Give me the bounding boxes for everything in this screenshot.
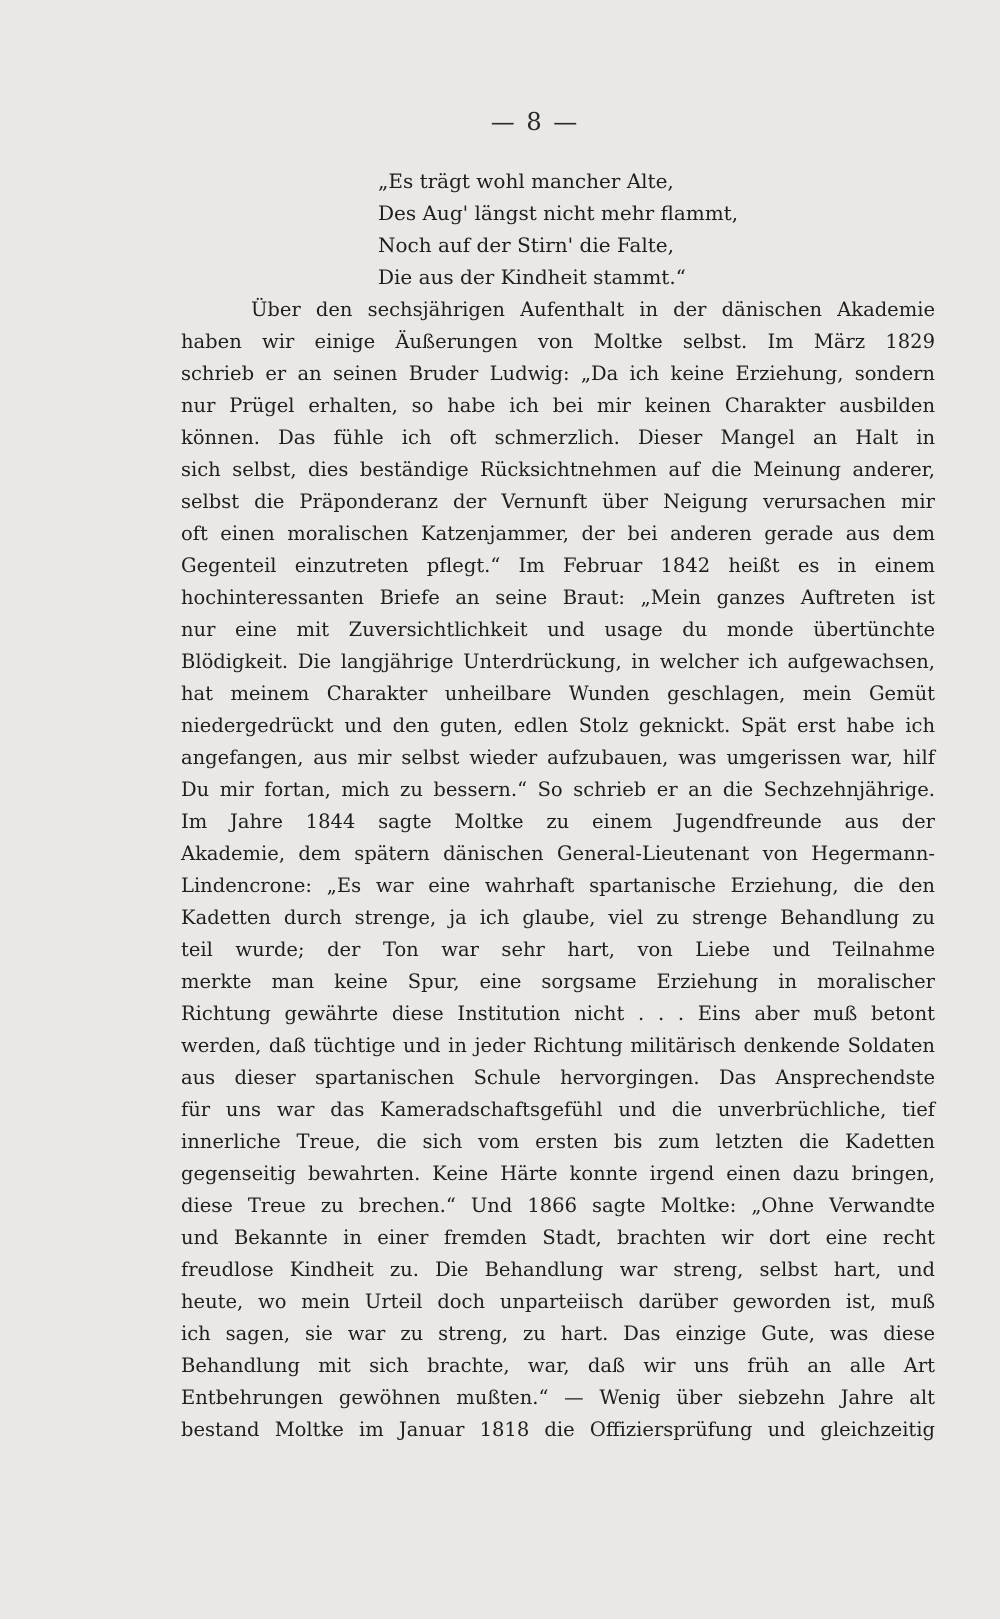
verse-quote	[378, 165, 738, 293]
verse-line: Noch auf der Stirn' die Falte,	[378, 233, 674, 257]
verse-line: Des Aug' längst nicht mehr flammt,	[378, 201, 739, 225]
text-line: niedergedrückt und den guten, edlen Stolz geknickt. Spät erst habe ich	[181, 714, 935, 737]
text-line: bestand Moltke im Januar 1818 die Offiziersprüfung und gleichzeitig	[181, 1418, 935, 1441]
text-line: haben wir einige Äußerungen von Moltke selbst. Im März 1829	[181, 330, 935, 353]
text-line: Akademie, dem spätern dänischen General-Lieutenant von Hegermann-	[181, 842, 935, 865]
text-line: Über den sechsjährigen Aufenthalt in der dänischen Akademie	[251, 298, 935, 321]
text-line: Richtung gewährte diese Institution nicht . . . Eins aber muß betont	[181, 1002, 935, 1025]
text-line: innerliche Treue, die sich vom ersten bis zum letzten die Kadetten	[181, 1130, 935, 1153]
verse-line: Die aus der Kindheit stammt.“	[378, 265, 686, 289]
page-number: — 8 —	[490, 108, 580, 136]
verse-line: „Es trägt wohl mancher Alte,	[378, 169, 674, 193]
text-line: Kadetten durch strenge, ja ich glaube, viel zu strenge Behandlung zu	[181, 906, 935, 929]
text-line: Gegenteil einzutreten pflegt.“ Im Februar 1842 heißt es in einem	[181, 554, 935, 577]
text-line: hochinteressanten Briefe an seine Braut: „Mein ganzes Auftreten ist	[181, 586, 935, 609]
text-line: teil wurde; der Ton war sehr hart, von Liebe und Teilnahme	[181, 938, 935, 961]
text-line: angefangen, aus mir selbst wieder aufzubauen, was umgerissen war, hilf	[181, 746, 935, 769]
body-text	[181, 294, 935, 1446]
text-line: Lindencrone: „Es war eine wahrhaft spartanische Erziehung, die den	[181, 874, 935, 897]
text-line: Du mir fortan, mich zu bessern.“ So schrieb er an die Sechzehnjährige.	[181, 778, 935, 801]
text-line: Blödigkeit. Die langjährige Unterdrückung, in welcher ich aufgewachsen,	[181, 650, 935, 673]
text-line: hat meinem Charakter unheilbare Wunden geschlagen, mein Gemüt	[181, 682, 935, 705]
text-line: heute, wo mein Urteil doch unparteiisch darüber geworden ist, muß	[181, 1290, 935, 1313]
text-line: diese Treue zu brechen.“ Und 1866 sagte Moltke: „Ohne Verwandte	[181, 1194, 935, 1217]
text-line: sich selbst, dies beständige Rücksichtnehmen auf die Meinung anderer,	[181, 458, 935, 481]
text-line: gegenseitig bewahrten. Keine Härte konnte irgend einen dazu bringen,	[181, 1162, 935, 1185]
text-line: werden, daß tüchtige und in jeder Richtung militärisch denkende Soldaten	[181, 1034, 935, 1057]
text-line: Behandlung mit sich brachte, war, daß wir uns früh an alle Art	[181, 1354, 935, 1377]
text-line: aus dieser spartanischen Schule hervorgingen. Das Ansprechendste	[181, 1066, 935, 1089]
text-line: selbst die Präponderanz der Vernunft über Neigung verursachen mir	[181, 490, 935, 513]
text-line: Im Jahre 1844 sagte Moltke zu einem Jugendfreunde aus der	[181, 810, 935, 833]
text-line: können. Das fühle ich oft schmerzlich. Dieser Mangel an Halt in	[181, 426, 935, 449]
text-line: und Bekannte in einer fremden Stadt, brachten wir dort eine recht	[181, 1226, 935, 1249]
text-line: schrieb er an seinen Bruder Ludwig: „Da ich keine Erziehung, sondern	[181, 362, 935, 385]
text-line: Entbehrungen gewöhnen mußten.“ — Wenig über siebzehn Jahre alt	[181, 1386, 935, 1409]
text-line: für uns war das Kameradschaftsgefühl und die unverbrüchliche, tief	[181, 1098, 935, 1121]
text-line: freudlose Kindheit zu. Die Behandlung war streng, selbst hart, und	[181, 1258, 935, 1281]
text-line: ich sagen, sie war zu streng, zu hart. Das einzige Gute, was diese	[181, 1322, 935, 1345]
text-line: nur eine mit Zuversichtlichkeit und usage du monde übertünchte	[181, 618, 935, 641]
text-line: oft einen moralischen Katzenjammer, der bei anderen gerade aus dem	[181, 522, 935, 545]
text-line: merkte man keine Spur, eine sorgsame Erziehung in moralischer	[181, 970, 935, 993]
text-line: nur Prügel erhalten, so habe ich bei mir keinen Charakter ausbilden	[181, 394, 935, 417]
